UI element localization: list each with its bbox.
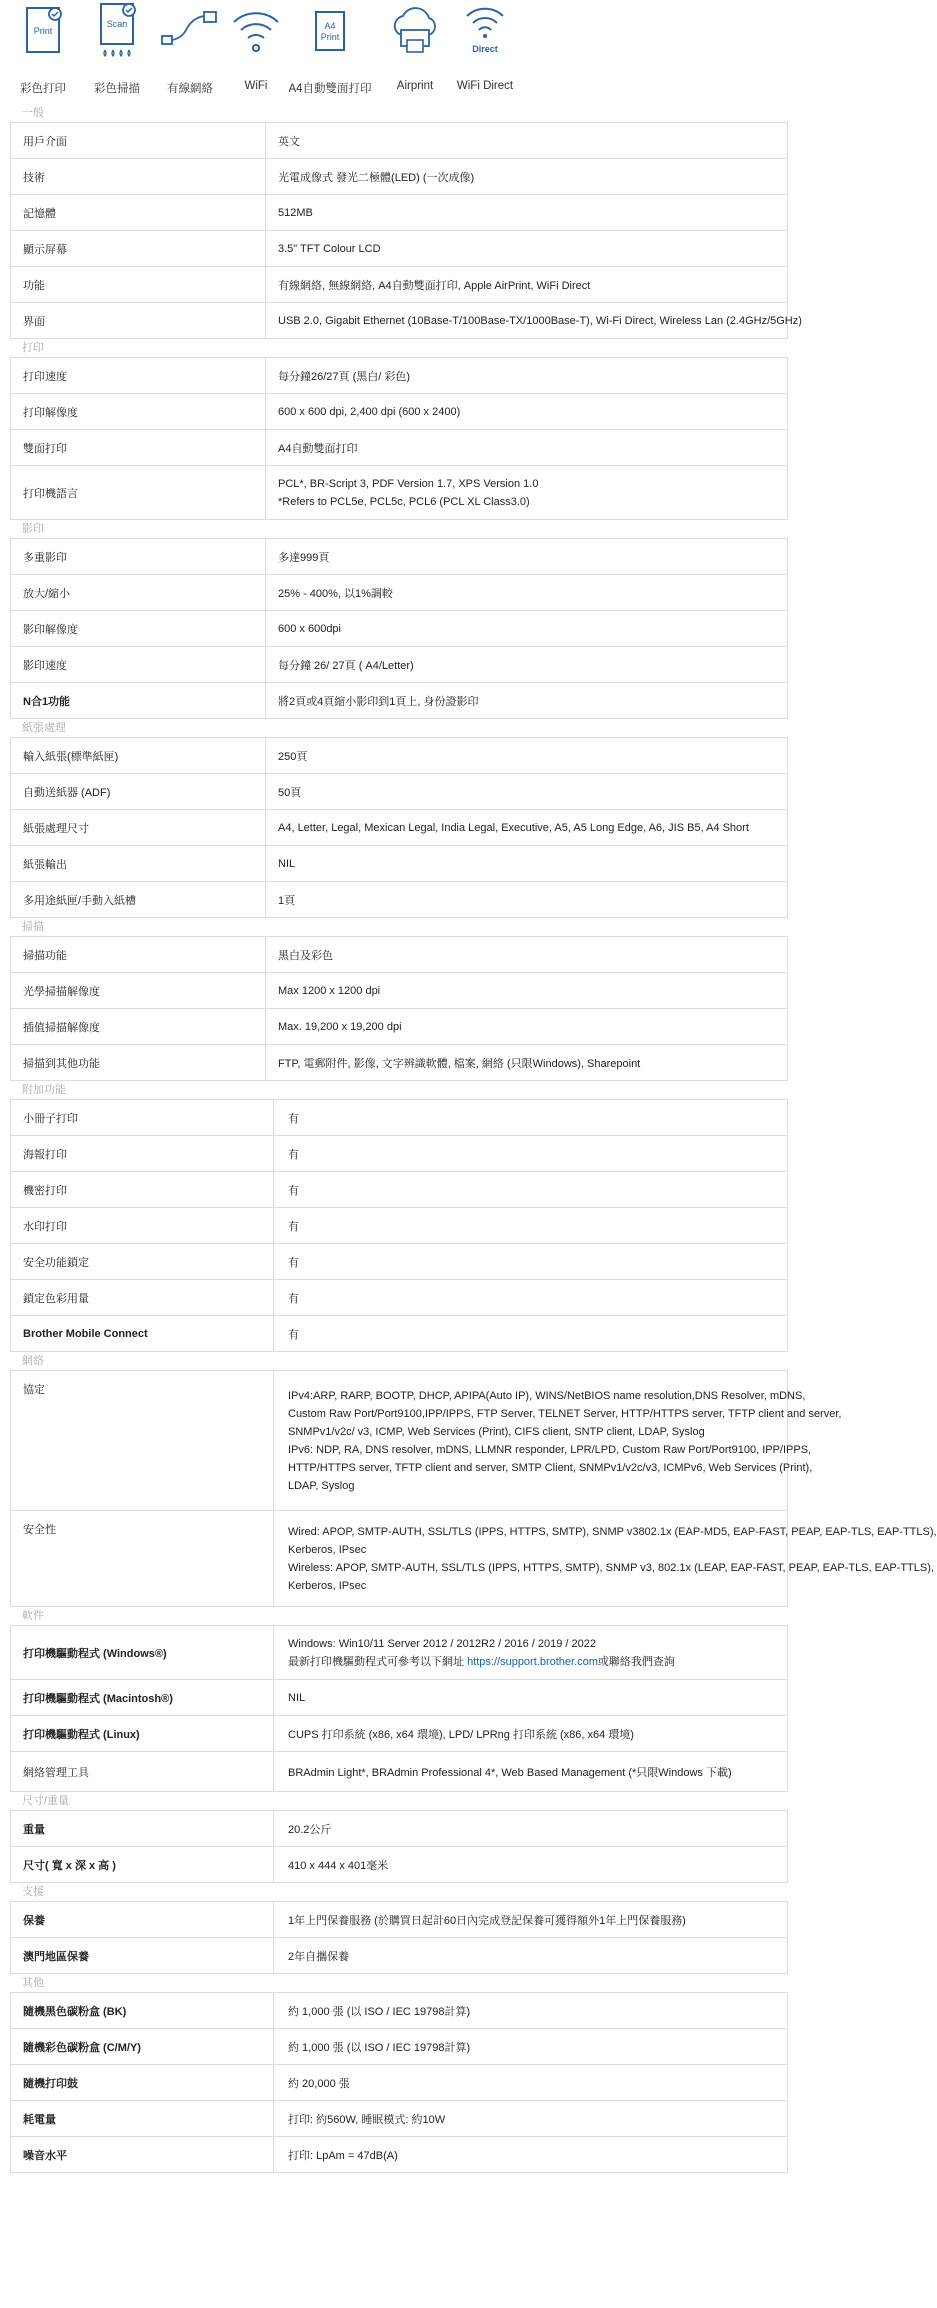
spec-value: 英文 <box>266 123 788 159</box>
spec-value: 2年自攜保養 <box>274 1938 788 1974</box>
spec-label: 安全性 <box>11 1511 274 1607</box>
spec-label: 隨機黑色碳粉盒 (BK) <box>11 1993 274 2029</box>
table-row <box>11 774 788 810</box>
section-title-general: 一般 <box>22 107 44 119</box>
table-row <box>11 611 788 647</box>
table-row <box>11 1172 788 1208</box>
spec-table-print <box>10 357 788 520</box>
airprint-icon <box>385 0 445 60</box>
spec-label: 水印打印 <box>11 1208 274 1244</box>
spec-label: 自動送紙器 (ADF) <box>11 774 266 810</box>
spec-value <box>274 1511 937 1607</box>
spec-value: 打印: LpAm = 47dB(A) <box>274 2137 788 2173</box>
table-row <box>11 1811 788 1847</box>
table-row <box>11 123 788 159</box>
spec-value: 有 <box>274 1100 788 1136</box>
spec-label: 海報打印 <box>11 1136 274 1172</box>
spec-label: 協定 <box>11 1371 274 1511</box>
section-title-software: 軟件 <box>22 1610 44 1622</box>
spec-label: 掃描到其他功能 <box>11 1045 266 1081</box>
spec-value: NIL <box>274 1680 788 1716</box>
table-row <box>11 1716 788 1752</box>
table-row <box>11 1938 788 1974</box>
spec-label: 隨機彩色碳粉盒 (C/M/Y) <box>11 2029 274 2065</box>
spec-label: 多重影印 <box>11 539 266 575</box>
table-row <box>11 195 788 231</box>
spec-label: 澳門地區保養 <box>11 1938 274 1974</box>
spec-value: 1年上門保養服務 (於購買日起計60日內完成登記保養可獲得額外1年上門保養服務) <box>274 1902 788 1938</box>
spec-label: 掃描功能 <box>11 937 266 973</box>
spec-value: 約 1,000 張 (以 ISO / IEC 19798計算) <box>274 1993 788 2029</box>
table-row <box>11 2101 788 2137</box>
spec-value-text: 最新打印機驅動程式可參考以下網址 <box>288 1655 468 1668</box>
spec-value: 每分鐘 26/ 27頁 ( A4/Letter) <box>266 647 788 683</box>
spec-label: 紙張輸出 <box>11 846 266 882</box>
spec-label: 輸入紙張(標準紙匣) <box>11 738 266 774</box>
table-row <box>11 466 788 520</box>
svg-text:Direct: Direct <box>472 44 498 54</box>
spec-value-line: SNMPv1/v2c/ v3, ICMP, Web Services (Print), CIFS client, SNTP client, LDAP, Syslog <box>288 1425 705 1438</box>
spec-value: 1頁 <box>266 882 788 918</box>
spec-label: 光學掃描解像度 <box>11 973 266 1009</box>
table-row <box>11 647 788 683</box>
spec-label: 噪音水平 <box>11 2137 274 2173</box>
spec-value <box>274 1371 842 1511</box>
table-row <box>11 1136 788 1172</box>
feature-label: WiFi <box>244 80 268 92</box>
spec-value: 250頁 <box>266 738 788 774</box>
spec-value-line: IPv6: NDP, RA, DNS resolver, mDNS, LLMNR responder, LPR/LPD, Custom Raw Port/Port9100, IPP/IPPS, <box>288 1443 812 1456</box>
spec-value: 多達999頁 <box>266 539 788 575</box>
a4-duplex-print-icon <box>308 0 352 60</box>
spec-table-network <box>10 1370 937 1607</box>
spec-value-line: Windows: Win10/11 Server 2012 / 2012R2 / 2016 / 2019 / 2022 <box>288 1637 596 1650</box>
section-title-dimension: 尺寸/重量 <box>22 1795 70 1807</box>
table-row <box>11 231 788 267</box>
table-row <box>11 1280 788 1316</box>
spec-label: 機密打印 <box>11 1172 274 1208</box>
spec-value: 黑白及彩色 <box>266 937 788 973</box>
table-row <box>11 683 788 719</box>
spec-value: 有 <box>274 1280 788 1316</box>
spec-value: USB 2.0, Gigabit Ethernet (10Base-T/100Base-TX/1000Base-T), Wi-Fi Direct, Wireless Lan (2.4GHz/5GHz) <box>266 303 788 339</box>
spec-value: 有 <box>274 1136 788 1172</box>
table-row <box>11 1100 788 1136</box>
feature-label: WiFi Direct <box>456 80 514 92</box>
spec-label: 技術 <box>11 159 266 195</box>
spec-label: 雙面打印 <box>11 430 266 466</box>
svg-text:A4: A4 <box>324 21 336 31</box>
color-scan-icon <box>95 0 139 60</box>
spec-value: Max. 19,200 x 19,200 dpi <box>266 1009 788 1045</box>
wifi-direct-icon <box>455 0 515 60</box>
spec-label: 打印機語言 <box>11 466 266 520</box>
spec-value: 每分鐘26/27頁 (黑白/ 彩色) <box>266 358 788 394</box>
section-title-scan: 掃描 <box>22 921 44 933</box>
spec-label: 耗電量 <box>11 2101 274 2137</box>
spec-value: 光電成像式 發光二極體(LED) (一次成像) <box>266 159 788 195</box>
spec-value: NIL <box>266 846 788 882</box>
spec-value-line: Custom Raw Port/Port9100,IPP/IPPS, FTP Server, TELNET Server, HTTP/HTTPS server, TFTP client and server, <box>288 1407 842 1420</box>
spec-value-line: PCL*, BR-Script 3, PDF Version 1.7, XPS Version 1.0 <box>278 477 539 490</box>
spec-table-support <box>10 1901 788 1974</box>
spec-value: Max 1200 x 1200 dpi <box>266 973 788 1009</box>
spec-label: 保養 <box>11 1902 274 1938</box>
wired-network-icon <box>160 0 220 60</box>
spec-value: BRAdmin Light*, BRAdmin Professional 4*, Web Based Management (*只限Windows 下載) <box>274 1752 788 1792</box>
svg-text:Print: Print <box>320 32 340 42</box>
section-title-paper: 紙張處理 <box>22 722 66 734</box>
spec-label: 打印解像度 <box>11 394 266 430</box>
spec-value: 打印: 約560W, 睡眠模式: 約10W <box>274 2101 788 2137</box>
spec-label: 放大/縮小 <box>11 575 266 611</box>
feature-label: 彩色掃描 <box>94 83 140 95</box>
spec-value: 3.5" TFT Colour LCD <box>266 231 788 267</box>
color-print-icon <box>21 0 65 60</box>
spec-value-line: LDAP, Syslog <box>288 1479 355 1492</box>
table-row <box>11 1244 788 1280</box>
table-row <box>11 882 788 918</box>
section-title-other: 其他 <box>22 1977 44 1989</box>
svg-text:Print: Print <box>33 26 53 36</box>
spec-label: N合1功能 <box>11 683 266 719</box>
spec-label: 打印機驅動程式 (Windows®) <box>11 1626 274 1680</box>
spec-label: 打印機驅動程式 (Macintosh®) <box>11 1680 274 1716</box>
spec-table-general <box>10 122 802 339</box>
feature-label: A4自動雙面打印 <box>288 83 372 95</box>
spec-label: 功能 <box>11 267 266 303</box>
spec-value <box>274 1626 788 1680</box>
table-row <box>11 358 788 394</box>
spec-value: 有 <box>274 1208 788 1244</box>
spec-label: 紙張處理尺寸 <box>11 810 266 846</box>
feature-airprint <box>375 0 455 92</box>
table-row <box>11 575 788 611</box>
table-row <box>11 1752 788 1792</box>
wifi-icon <box>226 0 286 60</box>
spec-value-line <box>288 1653 787 1671</box>
section-title-copy: 影印 <box>22 523 44 535</box>
feature-wifi <box>216 0 296 92</box>
spec-value <box>266 466 788 520</box>
section-title-support: 支援 <box>22 1886 44 1898</box>
feature-color-scan <box>77 0 157 95</box>
spec-value-line: Kerberos, IPsec <box>288 1543 367 1556</box>
spec-value: 有線網絡, 無線網絡, A4自動雙面打印, Apple AirPrint, WiFi Direct <box>266 267 788 303</box>
table-row <box>11 1371 788 1511</box>
spec-value: 512MB <box>266 195 788 231</box>
table-row <box>11 2137 788 2173</box>
table-row <box>11 1626 788 1680</box>
spec-value-line: Kerberos, IPsec <box>288 1579 367 1592</box>
spec-table-paper <box>10 737 788 918</box>
spec-label: 界面 <box>11 303 266 339</box>
spec-label: 用戶介面 <box>11 123 266 159</box>
table-row <box>11 810 788 846</box>
table-row <box>11 1009 788 1045</box>
spec-value: A4自動雙面打印 <box>266 430 788 466</box>
section-title-print: 打印 <box>22 342 44 354</box>
spec-value: 25% - 400%, 以1%調較 <box>266 575 788 611</box>
spec-label: 鎖定色彩用量 <box>11 1280 274 1316</box>
spec-label: 重量 <box>11 1811 274 1847</box>
feature-icons-row <box>0 0 788 104</box>
table-row <box>11 303 788 339</box>
spec-label: Brother Mobile Connect <box>11 1316 274 1352</box>
spec-value-line: HTTP/HTTPS server, TFTP client and server, SMTP Client, SNMPv1/v2c/v3, ICMPv6, Web Services (Print), <box>288 1461 813 1474</box>
spec-value: 600 x 600dpi <box>266 611 788 647</box>
spec-table-other <box>10 1992 788 2173</box>
spec-label: 多用途紙匣/手動入紙槽 <box>11 882 266 918</box>
table-row <box>11 159 788 195</box>
table-row <box>11 1680 788 1716</box>
spec-value: CUPS 打印系統 (x86, x64 環境), LPD/ LPRng 打印系統 (x86, x64 環境) <box>274 1716 788 1752</box>
spec-label: 記憶體 <box>11 195 266 231</box>
table-row <box>11 430 788 466</box>
table-row <box>11 2029 788 2065</box>
table-row <box>11 1316 788 1352</box>
spec-value: 20.2公斤 <box>274 1811 788 1847</box>
spec-table-extra <box>10 1099 788 1352</box>
table-row <box>11 2065 788 2101</box>
spec-table-copy <box>10 538 788 719</box>
spec-value: 410 x 444 x 401毫米 <box>274 1847 788 1883</box>
table-row <box>11 539 788 575</box>
spec-table-software <box>10 1625 788 1792</box>
table-row <box>11 267 788 303</box>
spec-value-line: Wireless: APOP, SMTP-AUTH, SSL/TLS (IPPS, HTTPS, SMTP), SNMP v3, 802.1x (LEAP, EAP-FAST, PEAP, EAP-TLS, EAP-TTLS), <box>288 1561 934 1574</box>
spec-value: 約 1,000 張 (以 ISO / IEC 19798計算) <box>274 2029 788 2065</box>
table-row <box>11 738 788 774</box>
spec-label: 插值掃描解像度 <box>11 1009 266 1045</box>
support-link[interactable]: https://support.brother.com <box>467 1655 598 1668</box>
table-row <box>11 1847 788 1883</box>
spec-label: 顯示屏幕 <box>11 231 266 267</box>
spec-value: 有 <box>274 1316 788 1352</box>
table-row <box>11 937 788 973</box>
spec-value-line: Wired: APOP, SMTP-AUTH, SSL/TLS (IPPS, HTTPS, SMTP), SNMP v3802.1x (EAP-MD5, EAP-FAST, PEAP, EAP-TLS, EAP-TTLS), <box>288 1525 937 1538</box>
table-row <box>11 1993 788 2029</box>
table-row <box>11 1511 788 1607</box>
spec-label: 打印速度 <box>11 358 266 394</box>
feature-label: 有線網絡 <box>167 83 213 95</box>
spec-value: 將2頁或4頁縮小影印到1頁上, 身份證影印 <box>266 683 788 719</box>
spec-label: 小冊子打印 <box>11 1100 274 1136</box>
table-row <box>11 1208 788 1244</box>
feature-a4-duplex <box>288 0 372 95</box>
spec-value: 有 <box>274 1172 788 1208</box>
feature-label: 彩色打印 <box>20 83 66 95</box>
spec-label: 影印速度 <box>11 647 266 683</box>
spec-value-line: IPv4:ARP, RARP, BOOTP, DHCP, APIPA(Auto IP), WINS/NetBIOS name resolution,DNS Resolver, mDNS, <box>288 1389 806 1402</box>
section-title-extra: 附加功能 <box>22 1084 66 1096</box>
spec-table-dimension <box>10 1810 788 1883</box>
feature-color-print <box>3 0 83 95</box>
spec-value: A4, Letter, Legal, Mexican Legal, India Legal, Executive, A5, A5 Long Edge, A6, JIS B5, A4 Short <box>266 810 788 846</box>
table-row <box>11 1045 788 1081</box>
table-row <box>11 973 788 1009</box>
feature-wifi-direct <box>445 0 525 92</box>
spec-value: FTP, 電郵附件, 影像, 文字辨識軟體, 檔案, 網絡 (只限Windows), Sharepoint <box>266 1045 788 1081</box>
spec-label: 隨機打印鼓 <box>11 2065 274 2101</box>
table-row <box>11 394 788 430</box>
spec-value: 約 20,000 張 <box>274 2065 788 2101</box>
spec-label: 安全功能鎖定 <box>11 1244 274 1280</box>
spec-label: 尺寸( 寬 x 深 x 高 ) <box>11 1847 274 1883</box>
feature-label: Airprint <box>396 80 434 92</box>
table-row <box>11 846 788 882</box>
spec-value-text: 或聯絡我們查詢 <box>597 1655 675 1668</box>
svg-text:Scan: Scan <box>106 19 128 29</box>
spec-label: 網絡管理工具 <box>11 1752 274 1792</box>
spec-value: 有 <box>274 1244 788 1280</box>
spec-table-scan <box>10 936 788 1081</box>
spec-value-line: *Refers to PCL5e, PCL5c, PCL6 (PCL XL Class3.0) <box>278 495 530 508</box>
spec-label: 影印解像度 <box>11 611 266 647</box>
spec-label: 打印機驅動程式 (Linux) <box>11 1716 274 1752</box>
spec-value: 600 x 600 dpi, 2,400 dpi (600 x 2400) <box>266 394 788 430</box>
spec-value: 50頁 <box>266 774 788 810</box>
section-title-network: 網絡 <box>22 1355 44 1367</box>
table-row <box>11 1902 788 1938</box>
